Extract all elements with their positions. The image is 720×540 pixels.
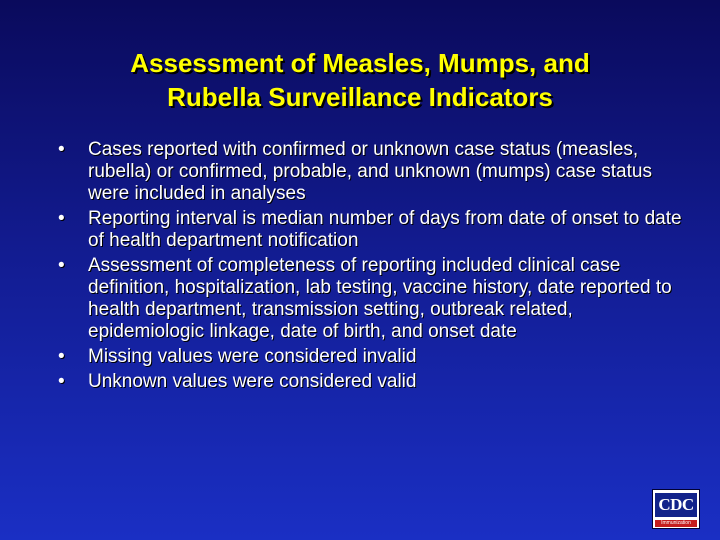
bullet-text: Cases reported with confirmed or unknown case status (measles, rubella) or confirmed, probable, and unknown (mumps) case status were included in analyses [88,139,652,204]
bullet-marker: • [58,139,65,160]
bullet-text: Unknown values were considered valid [88,371,417,392]
slide-title-line-1: Assessment of Measles, Mumps, and [130,48,590,78]
slide-title [40,46,680,114]
bullet-marker: • [58,371,65,392]
bullet-item [58,371,688,393]
cdc-logo-text: CDC [655,493,697,517]
cdc-logo [652,489,700,529]
bullet-marker: • [58,346,65,367]
slide-title-line-2: Rubella Surveillance Indicators [167,82,553,112]
bullet-text: Reporting interval is median number of days from date of onset to date of health department notification [88,208,682,251]
bullet-text: Assessment of completeness of reporting included clinical case definition, hospitalization, lab testing, vaccine history, date reported to health department, transmission setting, outbreak related, epidemiologic linkage, date of birth, and onset date [88,255,672,342]
bullet-marker: • [58,208,65,229]
bullet-marker: • [58,255,65,276]
cdc-logo-subtext: Immunization [655,520,697,527]
bullet-item [58,255,688,343]
bullet-text: Missing values were considered invalid [88,346,417,367]
bullet-item [58,346,688,368]
bullet-list [58,139,688,396]
bullet-item [58,139,688,205]
bullet-item [58,208,688,252]
